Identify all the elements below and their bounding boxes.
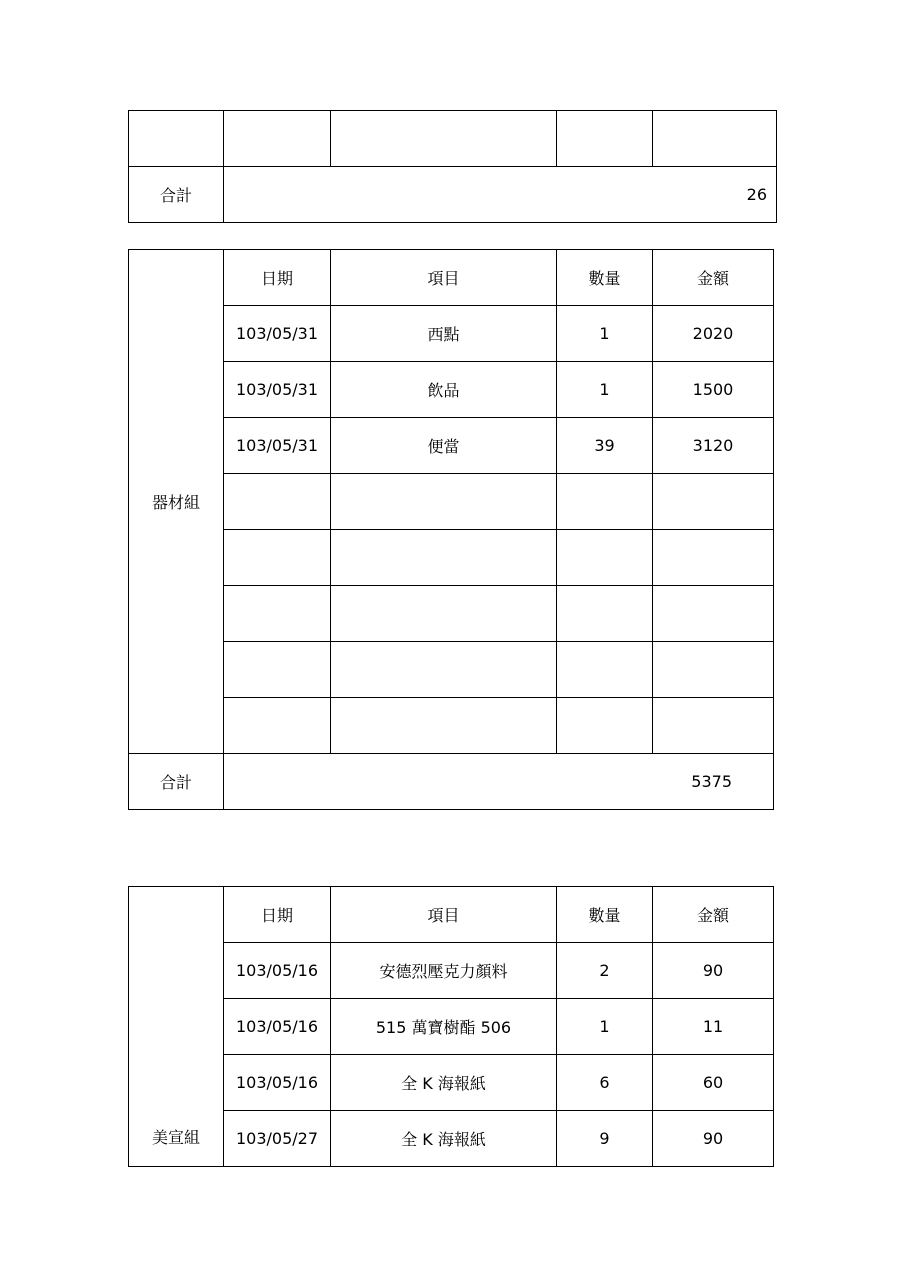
- cell-date: 103/05/16: [224, 1055, 331, 1111]
- header-date: 日期: [224, 887, 331, 943]
- empty-cell: [224, 642, 331, 698]
- table-row: [129, 943, 774, 999]
- total-row: [129, 754, 774, 810]
- empty-cell: [331, 698, 557, 754]
- empty-cell: [331, 530, 557, 586]
- header-qty: 數量: [557, 887, 653, 943]
- empty-cell: [557, 642, 653, 698]
- cell-item: 全 K 海報紙: [331, 1111, 557, 1167]
- empty-cell: [653, 530, 774, 586]
- empty-cell: [653, 111, 777, 167]
- cell-date: 103/05/31: [224, 306, 331, 362]
- empty-cell: [557, 586, 653, 642]
- empty-row: [129, 698, 774, 754]
- header-qty: 數量: [557, 250, 653, 306]
- cell-item: 515 萬寶樹酯 506: [331, 999, 557, 1055]
- empty-row: [129, 642, 774, 698]
- cell-qty: 39: [557, 418, 653, 474]
- table-row: [129, 418, 774, 474]
- group-name: 美宣組: [129, 887, 224, 1167]
- empty-cell: [331, 111, 557, 167]
- header-amount: 金額: [653, 250, 774, 306]
- cell-qty: 1: [557, 362, 653, 418]
- header-row: [129, 887, 774, 943]
- empty-cell: [224, 586, 331, 642]
- empty-row: [129, 586, 774, 642]
- cell-amount: 2020: [653, 306, 774, 362]
- empty-cell: [224, 474, 331, 530]
- empty-cell: [557, 698, 653, 754]
- cell-qty: 2: [557, 943, 653, 999]
- cell-date: 103/05/31: [224, 418, 331, 474]
- empty-cell: [129, 111, 224, 167]
- cell-date: 103/05/16: [224, 999, 331, 1055]
- cell-date: 103/05/16: [224, 943, 331, 999]
- empty-cell: [653, 698, 774, 754]
- cell-amount: 11: [653, 999, 774, 1055]
- empty-row: [129, 530, 774, 586]
- expense-table-art: [128, 886, 774, 1167]
- header-item: 項目: [331, 250, 557, 306]
- cell-amount: 60: [653, 1055, 774, 1111]
- total-row: [129, 167, 777, 223]
- cell-amount: 1500: [653, 362, 774, 418]
- cell-item: 全 K 海報紙: [331, 1055, 557, 1111]
- cell-date: 103/05/31: [224, 362, 331, 418]
- empty-cell: [224, 111, 331, 167]
- empty-cell: [557, 474, 653, 530]
- cell-qty: 6: [557, 1055, 653, 1111]
- empty-cell: [557, 111, 653, 167]
- total-value: 26: [224, 167, 777, 223]
- total-label: 合計: [129, 754, 224, 810]
- cell-qty: 1: [557, 999, 653, 1055]
- total-value: 5375: [224, 754, 774, 810]
- cell-qty: 9: [557, 1111, 653, 1167]
- empty-cell: [331, 474, 557, 530]
- table-row: [129, 362, 774, 418]
- empty-cell: [653, 474, 774, 530]
- header-row: [129, 250, 774, 306]
- expense-table-equipment: [128, 249, 774, 810]
- expense-table-previous: [128, 110, 777, 223]
- empty-cell: [653, 642, 774, 698]
- total-label: 合計: [129, 167, 224, 223]
- cell-amount: 90: [653, 1111, 774, 1167]
- empty-cell: [331, 586, 557, 642]
- empty-cell: [224, 698, 331, 754]
- cell-amount: 3120: [653, 418, 774, 474]
- cell-amount: 90: [653, 943, 774, 999]
- empty-cell: [557, 530, 653, 586]
- table-row: [129, 1111, 774, 1167]
- table-row: [129, 111, 777, 167]
- cell-item: 安德烈壓克力顏料: [331, 943, 557, 999]
- cell-item: 便當: [331, 418, 557, 474]
- empty-cell: [653, 586, 774, 642]
- cell-qty: 1: [557, 306, 653, 362]
- empty-row: [129, 474, 774, 530]
- cell-date: 103/05/27: [224, 1111, 331, 1167]
- empty-cell: [331, 642, 557, 698]
- empty-cell: [224, 530, 331, 586]
- header-amount: 金額: [653, 887, 774, 943]
- cell-item: 飲品: [331, 362, 557, 418]
- table-row: [129, 999, 774, 1055]
- table-row: [129, 306, 774, 362]
- table-row: [129, 1055, 774, 1111]
- header-date: 日期: [224, 250, 331, 306]
- cell-item: 西點: [331, 306, 557, 362]
- group-name: 器材組: [129, 250, 224, 754]
- header-item: 項目: [331, 887, 557, 943]
